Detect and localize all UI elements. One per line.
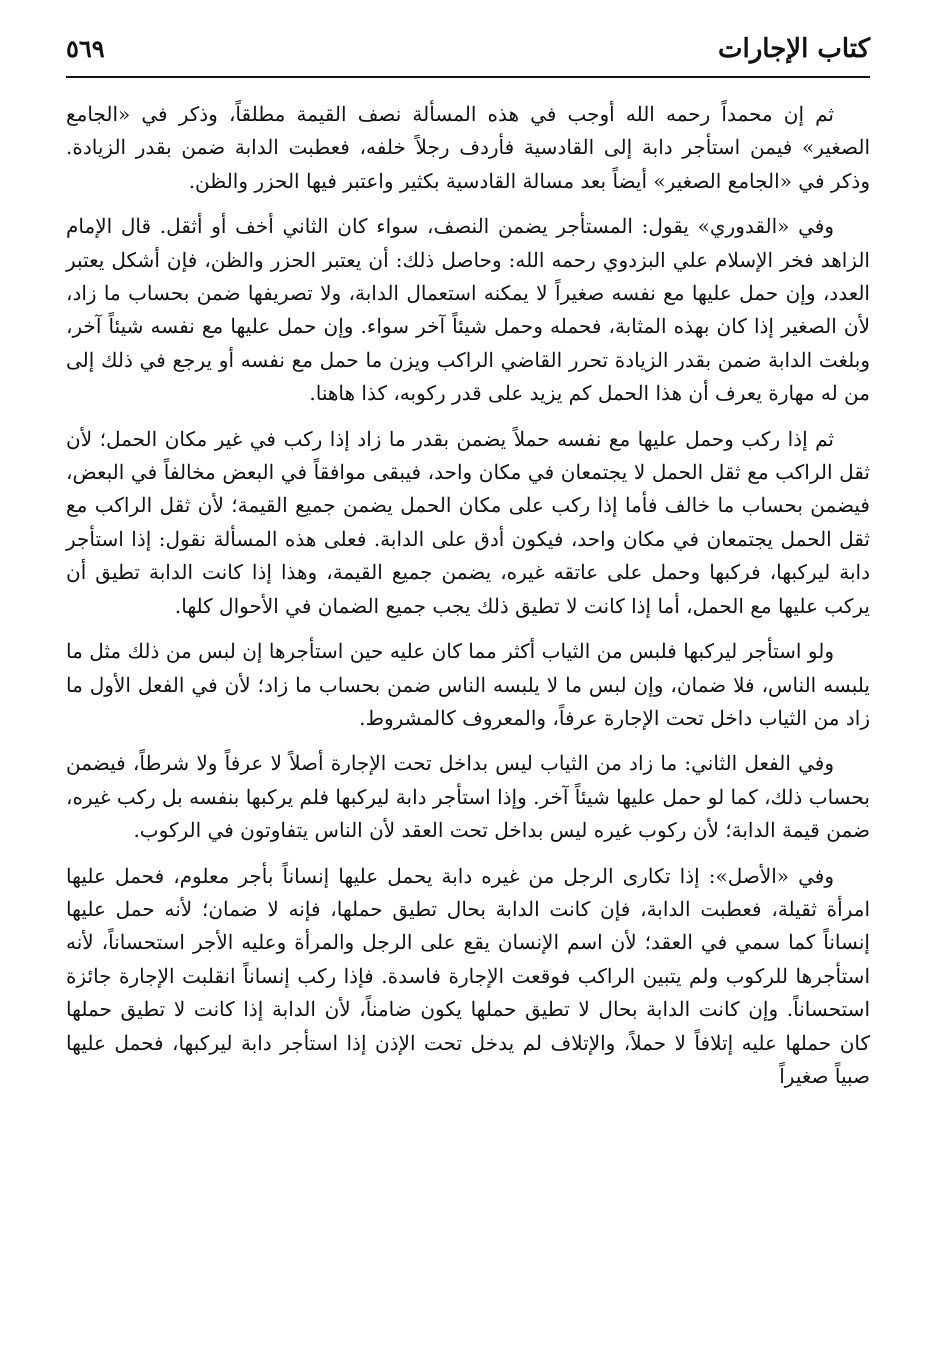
- page-header: [66, 26, 870, 78]
- page-body: [66, 98, 870, 1105]
- page-number: ٥٦٩: [66, 34, 105, 63]
- paragraph-3: ثم إذا ركب وحمل عليها مع نفسه حملاً يضمن بقدر ما زاد إذا ركب في غير مكان الحمل؛ لأن ثقل الراكب مع ثقل الحمل لا يجتمعان في مكان واحد، فيبقى موافقاً في البعض مخالفاً في البعض، فيضمن بحساب ما خالف فأما إذا ركب على مكان الحمل يضمن جميع القيمة؛ لأن ثقل الراكب مع ثقل الحمل يجتمعان في مكان واحد، فيكون أدق على الدابة. فعلى هذه المسألة نقول: إذا استأجر دابة ليركبها، فركبها وحمل على عاتقه غيره، يضمن جميع القيمة، وهذا إذا كانت الدابة تطيق أن يركب عليها مع الحمل، أما إذا كانت لا تطيق ذلك يجب جميع الضمان في الأحوال كلها.: [66, 426, 870, 618]
- paragraph-4: ولو استأجر ليركبها فلبس من الثياب أكثر مما كان عليه حين استأجرها إن لبس من ذلك مثل ما يلبسه الناس، فلا ضمان، وإن لبس ما لا يلبسه الناس ضمن بحساب ما زاد؛ لأن في الفعل الأول ما زاد من الثياب داخل تحت الإجارة عرفاً، والمعروف كالمشروط.: [66, 639, 870, 730]
- paragraph-5: وفي الفعل الثاني: ما زاد من الثياب ليس بداخل تحت الإجارة أصلاً لا عرفاً ولا شرطاً، فيضمن بحساب ذلك، كما لو حمل عليها شيئاً آخر. وإذا استأجر دابة ليركبها فلم يركبها بنفسه بل ركب غيره، ضمن قيمة الدابة؛ لأن ركوب غيره ليس بداخل تحت العقد لأن الناس يتفاوتون في الركوب.: [66, 751, 870, 843]
- paragraph-2: وفي «القدوري» يقول: المستأجر يضمن النصف، سواء كان الثاني أخف أو أثقل. قال الإمام الزاهد فخر الإسلام علي البزدوي رحمه الله: وحاصل ذلك: أن يعتبر الحزر والظن، فإن أشكل يعتبر العدد، وإن حمل عليها مع نفسه صغيراً لا يمكنه استعمال الدابة، ولا تصريفها ضمن بحساب ما زاد، لأن الصغير إذا كان بهذه المثابة، فحمله وحمل شيئاً آخر سواء. وإن حمل عليها مع نفسه شيئاً آخر، وبلغت الدابة ضمن بقدر الزيادة تحرر القاضي الراكب ويزن ما حمل مع نفسه أو يرجع في ذلك إلى من له مهارة يعرف أن هذا الحمل كم يزيد على قدر ركوبه، كذا هاهنا.: [66, 214, 870, 406]
- paragraph-1: ثم إن محمداً رحمه الله أوجب في هذه المسألة نصف القيمة مطلقاً، وذكر في «الجامع الصغير» فيمن استأجر دابة إلى القادسية فأردف رجلاً خلفه، فعطبت الدابة ضمن بقدر الزيادة. وذكر في «الجامع الصغير» أيضاً بعد مسالة القادسية بكثير واعتبر فيها الحزر والظن.: [66, 102, 870, 193]
- book-title: كتاب الإجارات: [718, 34, 870, 64]
- paragraph-6: وفي «الأصل»: إذا تكارى الرجل من غيره دابة يحمل عليها إنساناً بأجر معلوم، فحمل عليها امرأة ثقيلة، فعطبت الدابة، فإن كانت الدابة بحال تطيق حملها، فإنه لا ضمان؛ لأنه حمل عليها إنساناً كما سمي في العقد؛ لأن اسم الإنسان يقع على الرجل والمرأة وعليه الأجر استحساناً، لأنه استأجرها للركوب ولم يتبين الراكب فوقعت الإجارة فاسدة. فإذا ركب إنساناً انقلبت الإجارة جائزة استحساناً. وإن كانت الدابة بحال لا تطيق حملها يكون ضامناً، لأن الدابة إذا كانت لا تطيق حملها كان حملها عليه إتلافاً لا حملاً، والإتلاف لم يدخل تحت الإذن إذا استأجر دابة ليركبها، فحمل عليها صبياً صغيراً: [66, 863, 870, 1088]
